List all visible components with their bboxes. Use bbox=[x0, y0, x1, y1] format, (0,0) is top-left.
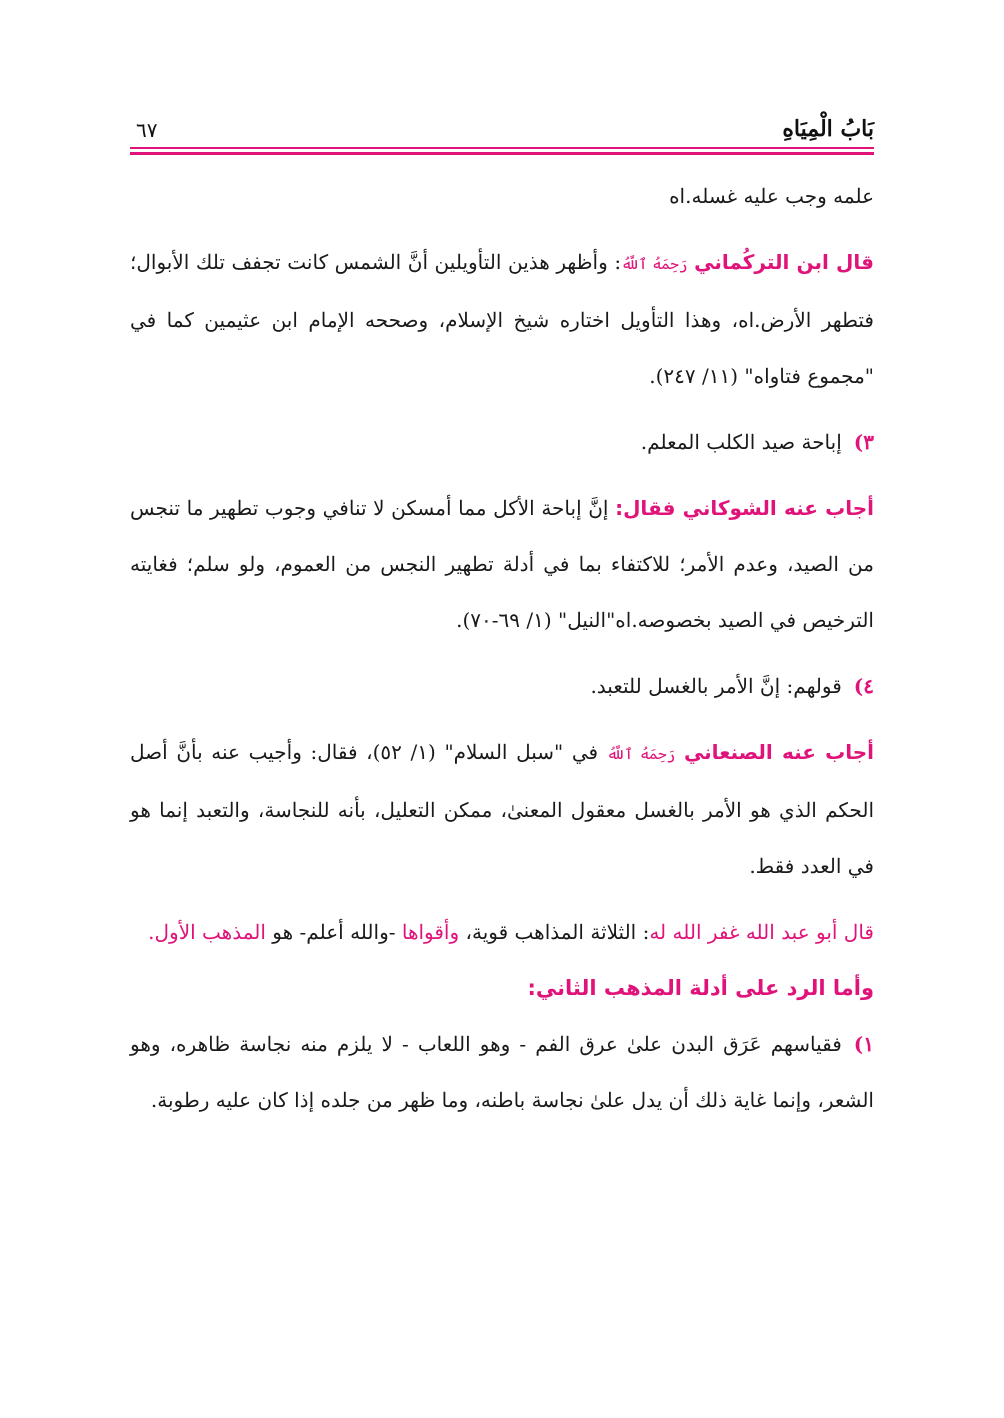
paragraph-turkmani bbox=[130, 234, 874, 404]
author-name: قال أبو عبد الله غفر الله له bbox=[649, 920, 874, 944]
section-heading-text: وأما الرد على أدلة المذهب الثاني: bbox=[527, 976, 874, 1000]
list-item-text: فقياسهم عَرَق البدن علىٰ عرق الفم - وهو اللعاب - لا يلزم منه نجاسة ظاهره، وهو الشعر، وإنما غاية ذلك أن يدل علىٰ نجاسة باطنه، وما ظهر من جلده إذا كان عليه رطوبة. bbox=[130, 1032, 874, 1112]
body-text bbox=[130, 168, 874, 1128]
header-rule-thick bbox=[130, 152, 874, 155]
list-item-4 bbox=[130, 658, 874, 714]
list-number: ٣) bbox=[853, 430, 874, 454]
list-item-3 bbox=[130, 414, 874, 470]
paragraph-text: : الثلاثة المذاهب قوية، bbox=[459, 920, 650, 944]
running-header bbox=[130, 112, 874, 148]
paragraph-shawkani bbox=[130, 480, 874, 648]
speaker-name: أجاب عنه الشوكاني فقال: bbox=[615, 496, 875, 520]
list-item-text: قولهم: إنَّ الأمر بالغسل للتعبد. bbox=[590, 674, 842, 698]
speaker-name: أجاب عنه الصنعاني bbox=[683, 740, 875, 764]
list-number: ١) bbox=[853, 1032, 875, 1056]
paragraph-author bbox=[130, 904, 874, 960]
paragraph-sanani bbox=[130, 724, 874, 894]
list-item-1 bbox=[130, 1016, 874, 1128]
honorific: رَحِمَهُ ٱللَّهُ bbox=[606, 745, 676, 763]
highlight-word: وأقواها bbox=[401, 920, 460, 944]
paragraph-text: -والله أعلم- هو bbox=[265, 920, 402, 944]
list-number: ٤) bbox=[853, 674, 874, 698]
paragraph-text: إنَّ إباحة الأكل مما أمسكن لا تنافي وجوب تطهير ما تنجس من الصيد، وعدم الأمر؛ للاكتفاء بما في أدلة تطهير النجس من العموم، ولو سلم؛ فغايته الترخيص في الصيد بخصوصه.اه"النيل" (١/ ٦٩-٧٠). bbox=[130, 496, 874, 632]
paragraph-text: علمه وجب عليه غسله.اه bbox=[669, 184, 874, 208]
page-number: ٦٧ bbox=[136, 118, 158, 142]
speaker-name: قال ابن التركُماني bbox=[694, 250, 875, 274]
chapter-title: بَابُ الْمِيَاهِ bbox=[782, 116, 874, 142]
paragraph-continuation bbox=[130, 168, 874, 224]
paragraph-text: في "سبل السلام" (١/ ٥٢)، فقال: وأجيب عنه بأنَّ أصل الحكم الذي هو الأمر بالغسل معقول المعنىٰ، ممكن التعليل، بأنه للنجاسة، والتعبد إنما هو في العدد فقط. bbox=[130, 740, 874, 878]
highlight-phrase: المذهب الأول. bbox=[148, 920, 266, 944]
header-rule-thin bbox=[130, 147, 874, 149]
list-item-text: إباحة صيد الكلب المعلم. bbox=[640, 430, 842, 454]
paragraph-text: : وأظهر هذين التأويلين أنَّ الشمس كانت تجفف تلك الأبوال؛ فتطهر الأرض.اه، وهذا التأويل اختاره شيخ الإسلام، وصححه الإمام ابن عثيمين كما في "مجموع فتاواه" (١١/ ٢٤٧). bbox=[130, 250, 874, 388]
honorific: رَحِمَهُ ٱللَّهُ bbox=[621, 255, 688, 273]
section-heading bbox=[130, 960, 874, 1016]
